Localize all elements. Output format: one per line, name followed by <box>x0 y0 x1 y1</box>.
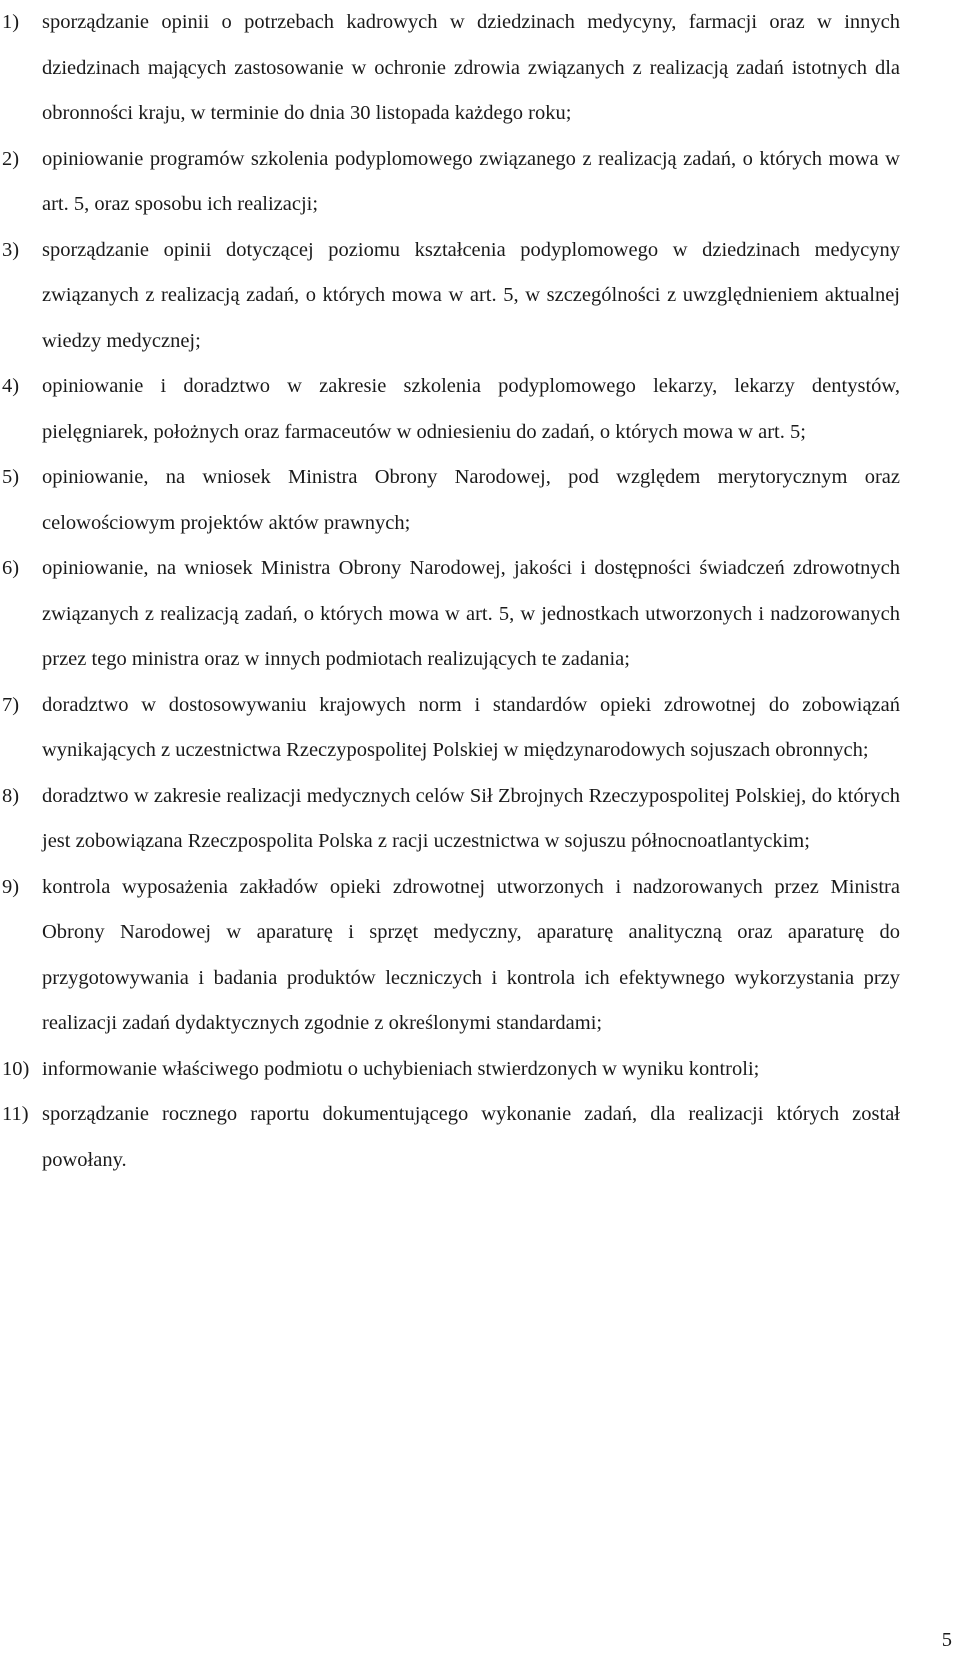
list-item-number: 1) <box>2 11 20 33</box>
list-item-number: 5) <box>2 466 20 488</box>
list-item-text: opiniowanie programów szkolenia podyplomowego związanego z realizacją zadań, o których mowa w art. 5, oraz sposobu ich realizacji; <box>42 147 900 215</box>
list-item-number: 9) <box>2 875 20 898</box>
list-item <box>0 1092 900 1183</box>
list-item <box>0 683 900 774</box>
list-item <box>0 0 900 137</box>
list-item-text: informowanie właściwego podmiotu o uchybieniach stwierdzonych w wyniku kontroli; <box>42 1057 760 1080</box>
list-item-text: kontrola wyposażenia zakładów opieki zdrowotnej utworzonych i nadzorowanych przez Ministra Obrony Narodowej w aparaturę i sprzęt medyczny, aparaturę analityczną oraz aparaturę do przygotowywania i badania produktów leczniczych i kontrola ich efektywnego wykorzystania przy realizacji zadań dydaktycznych zgodnie z określonymi standardami; <box>42 875 900 1034</box>
list-item-text: doradztwo w zakresie realizacji medycznych celów Sił Zbrojnych Rzeczypospolitej Polskiej, do których jest zobowiązana Rzeczpospolita Polska z racji uczestnictwa w sojuszu północnoatlantyckim; <box>42 784 900 852</box>
list-item-text: opiniowanie, na wniosek Ministra Obrony Narodowej, pod względem merytorycznym oraz celowościowym projektów aktów prawnych; <box>42 466 900 534</box>
list-item-number: 11) <box>2 1103 29 1125</box>
list-item-number: 10) <box>2 1057 30 1080</box>
list-item <box>0 455 900 546</box>
list-item-text: doradztwo w dostosowywaniu krajowych norm i standardów opieki zdrowotnej do zobowiązań wynikających z uczestnictwa Rzeczypospolitej Polskiej w międzynarodowych sojuszach obronnych; <box>42 693 900 761</box>
list-item-text: opiniowanie, na wniosek Ministra Obrony Narodowej, jakości i dostępności świadczeń zdrowotnych związanych z realizacją zadań, o których mowa w art. 5, w jednostkach utworzonych i nadzorowanych przez tego ministra oraz w innych podmiotach realizujących te zadania; <box>42 557 900 670</box>
list-item <box>0 137 900 228</box>
list-item-number: 6) <box>2 557 20 579</box>
list-item-text: sporządzanie opinii o potrzebach kadrowych w dziedzinach medycyny, farmacji oraz w innych dziedzinach mających zastosowanie w ochronie zdrowia związanych z realizacją zadań istotnych dla obronności kraju, w terminie do dnia 30 listopada każdego roku; <box>42 11 900 124</box>
list-item-number: 8) <box>2 784 20 807</box>
list-item-text: sporządzanie opinii dotyczącej poziomu kształcenia podyplomowego w dziedzinach medycyny związanych z realizacją zadań, o których mowa w art. 5, w szczególności z uwzględnieniem aktualnej wiedzy medycznej; <box>42 238 900 352</box>
list-item <box>0 774 900 865</box>
list-item-number: 7) <box>2 693 20 716</box>
list-item <box>0 546 900 683</box>
list-item-number: 2) <box>2 147 20 170</box>
page-number: 5 <box>941 1629 952 1651</box>
list-item-number: 4) <box>2 375 20 397</box>
list-item <box>0 364 900 455</box>
list-item <box>0 865 900 1047</box>
list-item-text: sporządzanie rocznego raportu dokumentującego wykonanie zadań, dla realizacji których został powołany. <box>42 1103 900 1171</box>
list-item-number: 3) <box>2 238 20 261</box>
list-item <box>0 1047 900 1093</box>
list-item-text: opiniowanie i doradztwo w zakresie szkolenia podyplomowego lekarzy, lekarzy dentystów, pielęgniarek, położnych oraz farmaceutów w odniesieniu do zadań, o których mowa w art. 5; <box>42 375 900 443</box>
list-item <box>0 228 900 365</box>
